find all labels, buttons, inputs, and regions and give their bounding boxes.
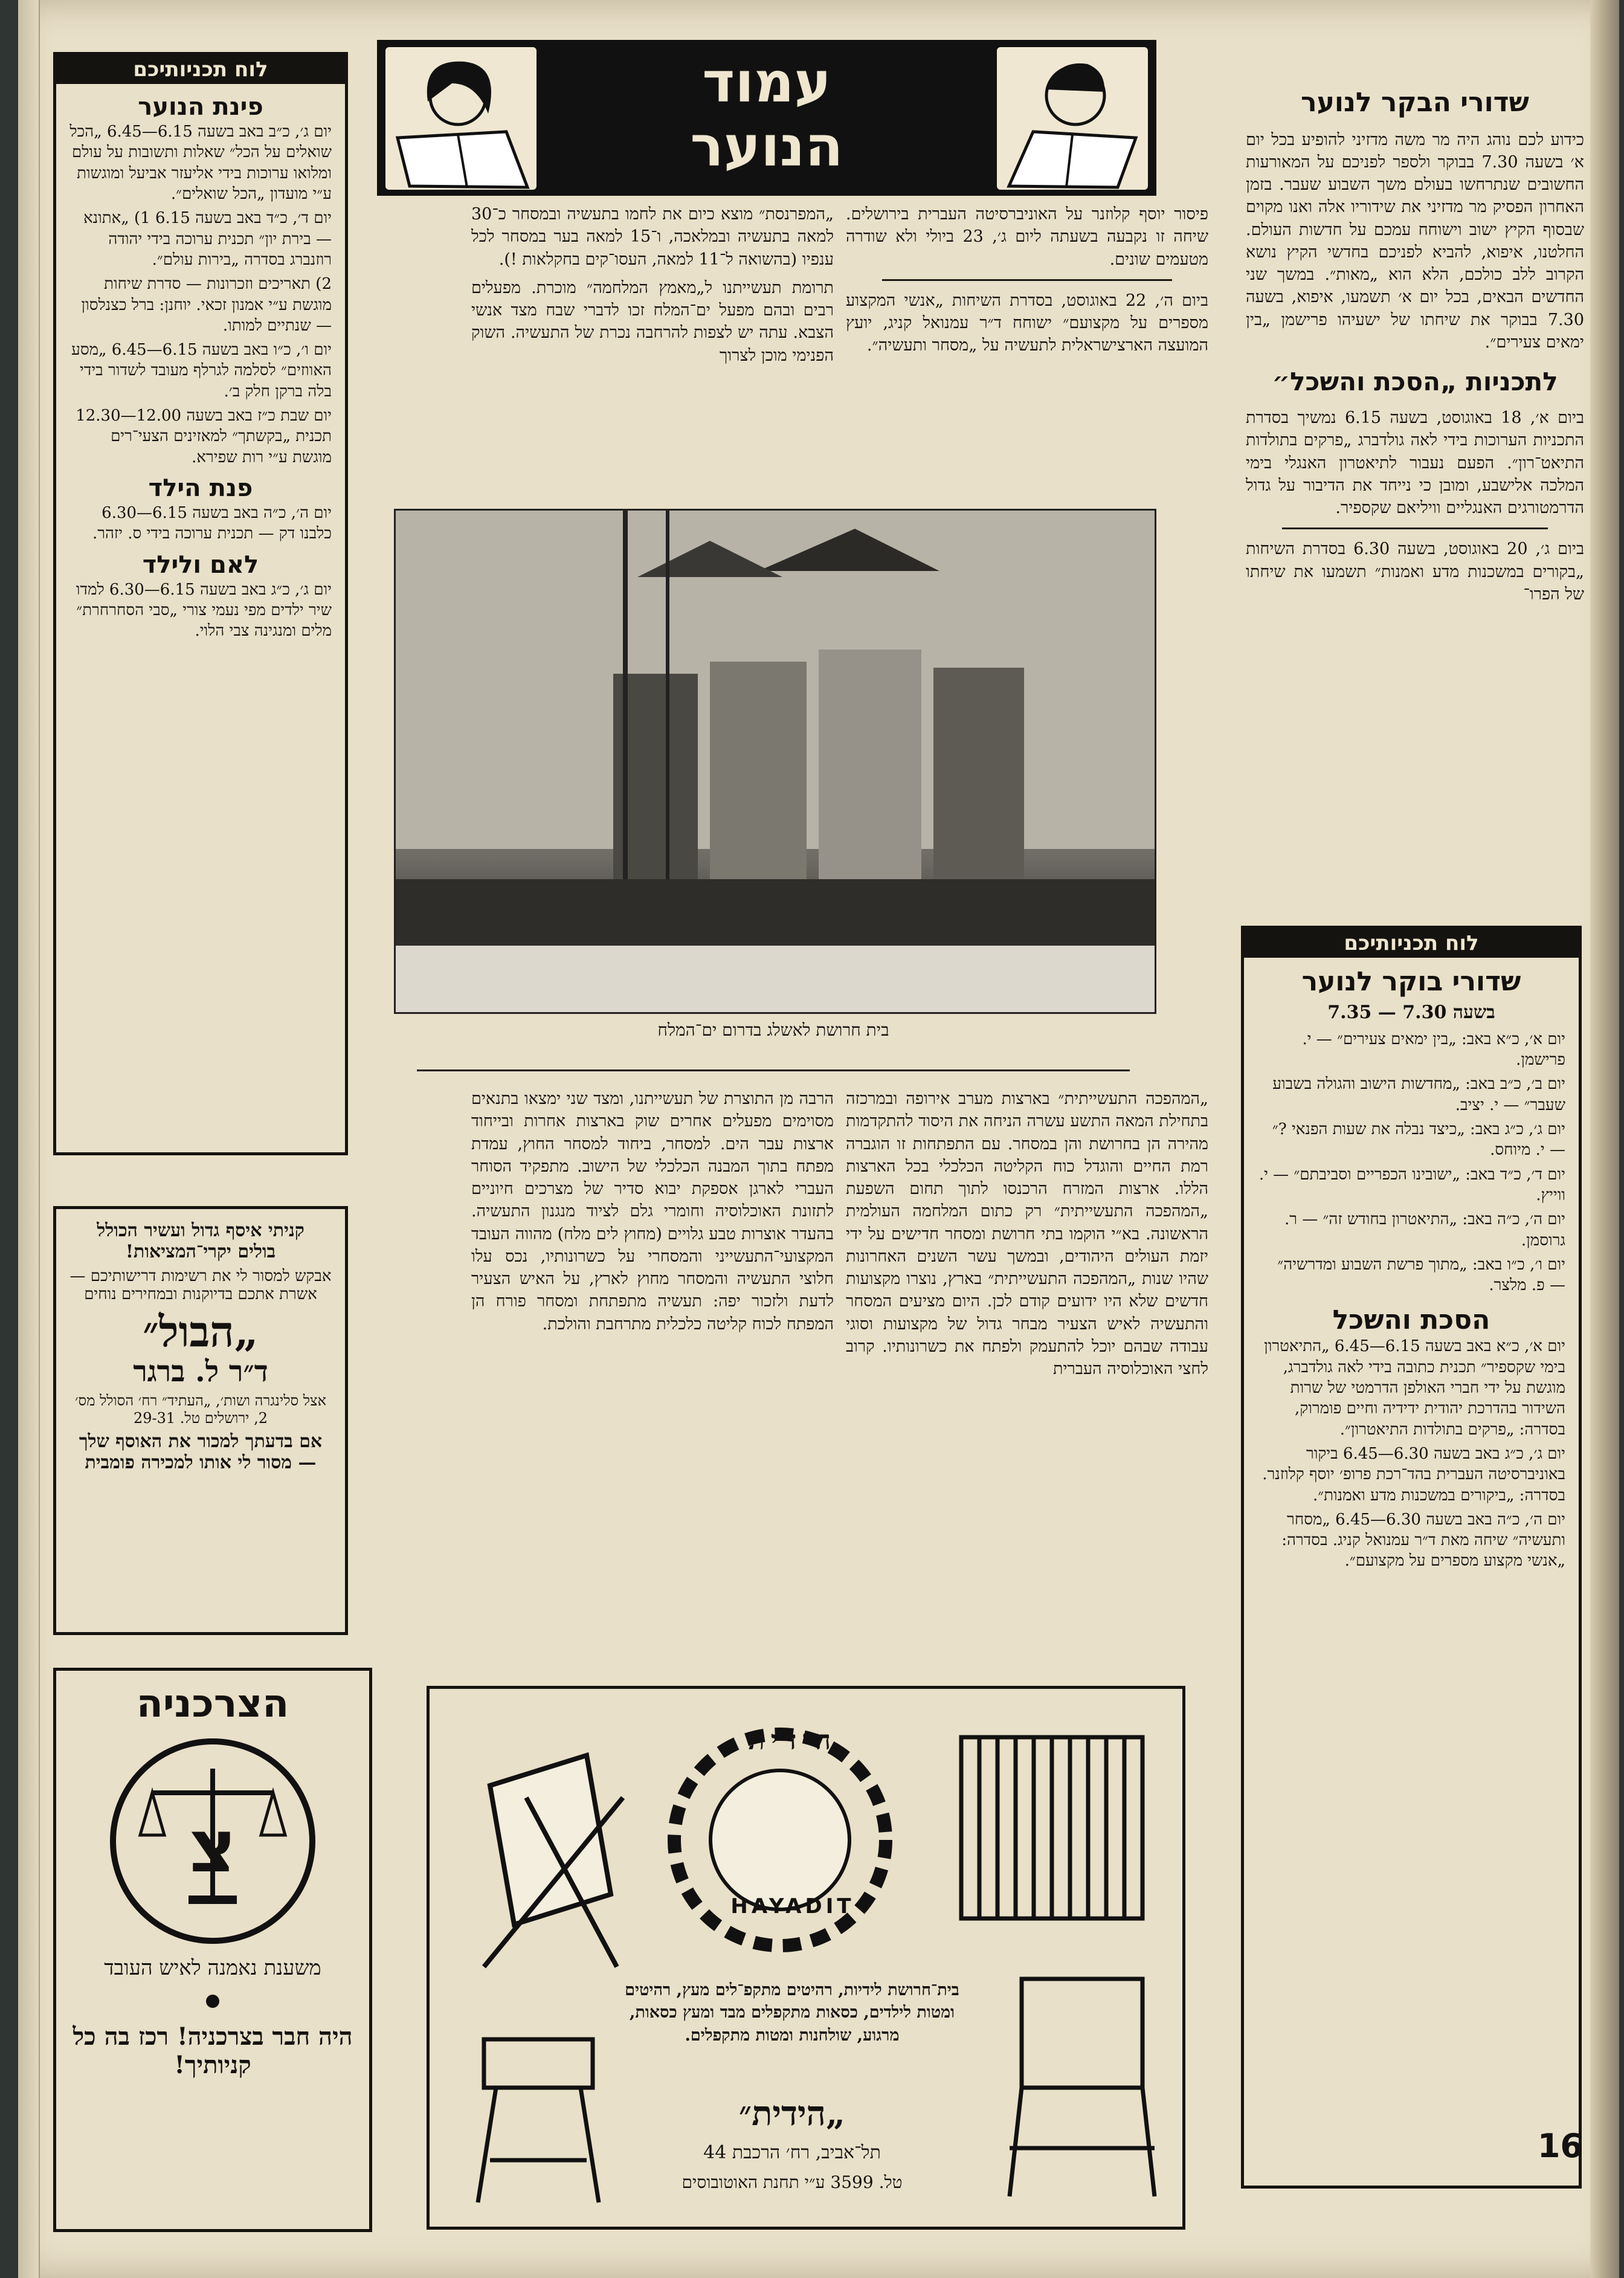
girl-reading-icon (385, 47, 536, 190)
ad-address: אצל סלינגרה ושות׳, „העתיד״ רח׳ הסולל מס׳ 2, ירושלים טל. 29-31 (75, 1392, 326, 1427)
crib-icon (961, 1737, 1142, 1918)
headline-morning-broadcasts: שדורי הבקר לנוער (1301, 87, 1529, 118)
schedule-item: יום שבת כ״ז באב בשעה 12.00—12.30 תכנית „בקשתך״ למאזינים הצעי־רים מוגשת ע״י רות שפירא. (76, 407, 332, 466)
divider (1282, 528, 1548, 529)
ad-cta: אם בדעתך למכור את האוסף שלך — מסור לי אותו למכירה פומבית (79, 1431, 323, 1473)
girl-drawing (385, 47, 536, 190)
logo-latin: HAYADIT (730, 1894, 855, 1918)
page-edge (18, 0, 40, 2278)
headline-hasket: לתכניות „הסכת והשכל״ (1272, 367, 1558, 397)
schedule-item: יום א׳, כ״א באב: „בין ימאים צעירים״ — י. פרישמן. (1302, 1030, 1565, 1070)
scales-logo (110, 1738, 315, 1944)
schedule-title: שדורי בוקר לנוער (1301, 966, 1521, 997)
schedule-item: יום ג׳, כ״ג באב בשעה 6.30—6.45 ביקור באוניברסיטה העברית בהד־רכת פרופ׳ יוסף קלוזנר. בסדרה: „ביקורים במשכנות מדע ואמנות״. (1262, 1444, 1565, 1505)
schedule-header: לוח תכניותיכם (1244, 929, 1579, 958)
boy-reading-icon (997, 47, 1148, 190)
section-youth: פינת הנוער (138, 93, 263, 121)
ad-address: תל־אביב, רח׳ הרכבת 44 (703, 2142, 881, 2163)
paragraph: הרבה מן התוצרת של תעשייתנו, ומצד שני ימצאו בתנאים מסוימים מפעלים אחרים שוק בארצות אחרות ובייחוד ארצות עבר הים. למסחר, ביחוד למסחר החוץ, עמדת מפתח בתוך המבנה הכלכלי של הישוב. מתפקיד הסוחר העברי לארגן אספקת יבוא סדיר של מצרכים חיוניים לתזונת האוכלוסיה וחומרי גלם לציוד מנגנון התעשיה. בהעדר אוצרות טבע גלויים (מחוץ לים מלח) מהווה העובד המקצועי־התעשייני והמסחרי על כשרונותיו, נכס עלו חלוצי התעשיה והמסחר מחוץ לארץ, על האיש הצעיר לדעת ולזכור יפה: תעשיה מתפתחת ומסחר פורח הן המפתח לכוח קליטה כלכלית מתרחבת והולכת. (471, 1089, 834, 1334)
left-schedule-box (53, 52, 348, 1155)
coop-slogan: משענת נאמנה לאיש העובד (104, 1956, 321, 1980)
article-body: כידוע לכם נוהג היה מר משה מדזיני להופיע בכל יום א׳ בשעה 7.30 בבוקר ולספר לפניכם על המאורעות החשובים שנתרחשו בעולם משך השבוע שעבר. בזמן האחרון הפסיק מר מדזיני את שידוריו אלה ואנו מקוים שבסוף הקיץ ישוב וישוחח עמכם על חדשות העולם. החלטנו, איפוא, להביא לפניכם בחדשי הקיץ נושא הקרוב ללב כולכם, הלא הוא „מאות״. במשך שני החדשים הבאים, בכל יום א׳ תשמעו, איפוא, בשעה 7.30 בבוקר את שיחתו של ישעיהו פרישמן „בין ימאים צעירים״. (1246, 130, 1584, 352)
schedule-item: יום ו׳, כ״ו באב בשעה 6.15—6.45 „מסע האווזים״ לסלמה לגרלף מעובד לשדור בידי בלה ברקן חלק ב׳. (71, 341, 332, 401)
factory-photo (394, 509, 1156, 1014)
high-chair-icon (478, 2039, 599, 2202)
left-schedule-header: לוח תכניותיכם (56, 55, 345, 84)
coop-title: הצרכניה (136, 1682, 289, 1726)
photo-caption: בית חרושת לאשלג בדרום ים־המלח (657, 1020, 889, 1040)
logo-letter: צ (188, 1805, 237, 1889)
boy-drawing (997, 47, 1148, 190)
ad-body: בית־חרושת לידיות, רהיטים מתקפ־לים מעץ, רהיטים ומטות לילדים, כסאות מתקפלים מבד ומעץ כסאות, מרגוע, שולחנות ומטות מתקפלים. (625, 1981, 959, 2045)
ad-line: קניתי איסף גדול ועשיר הכולל (97, 1220, 304, 1241)
section-mother-child: לאם ולילד (142, 550, 259, 579)
article-body-2: ביום א׳, 18 באוגוסט, בשעה 6.15 נמשיך בסדרת התכניות הערוכות בידי לאה גולדברג „פרקים בתולדות התיאט־רון״. הפעם נעבור לתיאטרון האנגלי בימי המלכה אלישבע, ומובן כי נייחד את הדיבור על גדול הדרמטורגים האנגליים וויליאם שקספיר. (1246, 408, 1584, 518)
page-number: 16 (1537, 2127, 1583, 2165)
schedule-item: יום ג׳, כ״ב באב בשעה 6.15—6.45 „הכל שואלים על הכל״ שאלות ותשובות על עולם ומלואו ערוכות בידי אליעזר אביעל ומוגשות ע״י מועדון „הכל שואלים״. (69, 123, 332, 203)
book-gutter (1590, 0, 1619, 2278)
ad-brand: „הידית״ (738, 2094, 846, 2134)
schedule-item: יום א׳, כ״א באב בשעה 6.15—6.45 „התיאטרון בימי שקספיר״ תכנית כתובה בידי לאה גולדברג, מוגשת על ידי חברי האולפן הדרמטי של שרות השידור בהדרכת יהודית ידידיה וחיים פומרוק, בסדרה: „פרקים בתולדות התיאטרון״. (1264, 1337, 1565, 1439)
mid-bottom-left-column (471, 1088, 834, 1668)
schedule-item: יום ג׳, כ״ג באב בשעה 6.15—6.30 למדו שיר ילדים מפי נעמי צורי „סבי הסחרחרת״ מלים ומנגינה צבי הלוי. (76, 580, 332, 640)
right-column (1246, 85, 1584, 918)
mid-top-left-column (471, 203, 834, 505)
folding-chair-icon (484, 1755, 623, 1967)
schedule-item: יום ה׳, כ״ה באב בשעה 6.30—6.45 „מסחר ותעשיה״ שיחה מאת ד״ר עמנואל קניג. בסדרה: „אנשי מקצוע מספרים על מקצועם״. (1281, 1510, 1565, 1570)
schedule-item: יום ד׳, כ״ד באב: „ישובינו הכפריים וסביבתם״ — י. ווייץ. (1258, 1165, 1565, 1204)
schedule-item: יום ב׳, כ״ב באב: „מחדשות הישוב והגולה בשבוע שעבר״ — י. יציב. (1272, 1075, 1565, 1114)
ad-person: ד״ר ל. ברגר (133, 1355, 268, 1389)
coop-cta: היה חבר בצרכניה! רכז בה כל קניותיך! (72, 2022, 353, 2079)
potash-factory-image (396, 511, 1155, 1012)
mid-bottom-right-column (846, 1088, 1208, 1668)
ad-phone: טל. 3599 ע״י תחנת האוטובוסים (682, 2172, 903, 2192)
paragraph: „המפרנסת״ מוצא כיום את לחמו בתעשיה ובמסחר כ־30 למאה בתעשיה ובמלאכה, ו־15 למאה בער במסחר לכל ענפיו (בהשואה ל־11 למאה, העסו־קים בחקלאות !). (471, 205, 834, 269)
newspaper-page (18, 0, 1619, 2278)
schedule-item: יום ה׳, כ״ה באב בשעה 6.15—6.30 כלבנו דק — תכנית ערוכה בידי ס. יזהר. (92, 504, 332, 543)
paragraph: „המהפכה התעשייתית״ בארצות מערב אירופה ובמרכזה בתחילת המאה התשע עשרה הניחה את היסוד להתקדמות מהירה הן בחרושת והן במסחר. עם התפתחות זו הוגברה רמת החיים והוגדל כוח הקליטה הכלכלי בכל הארצות הללו. ארצות המזרח הרכנסו לתוך תחום השפעת „המהפכה התעשייתית״ רק כתום המלחמה העולמית הראשונה. בא״י הוקמו בתי חרושת ומסחר חדישים על ידי יזמת העולים היהודים, ובמשך עשר השנים האחרונות שהיו שנות „המהפכה התעשייתית״ בארץ, נוצרו מקצועות חדשים שלא היו ידועים קודם לכן. היום מציעים המסחר והתעשיה לאיש הצעיר מבחר גדול של מקצועות וסוגי עבודה שבהם יוכל להתעמק ולפתח את כשרונותיו. קרוב לחצי האוכלוסיה העברית (846, 1089, 1208, 1378)
logo-hebrew: הידית (748, 1725, 837, 1756)
paragraph: תרומת תעשייתנו ל„מאמץ המלחמה״ מוכרת. מפעלים רבים ובהם מפעל ים־המלח זכו לדברי שבח מצד אנשי הצבא. עתה יש לצפות להרחבה נכרת של התעשיה. השוק הפנימי מוכן לצרוך (471, 278, 834, 365)
section-child: פנת הילד (148, 474, 253, 502)
paragraph: ביום ה׳, 22 באוגוסט, בסדרת השיחות „אנשי המקצוע מספרים על מקצועם״ ישוחח ד״ר עמנואל קניג, יועץ המועצה הארצישראלית לתעשיה על „מסחר ותעשיה״. (846, 291, 1208, 355)
article-body-3: ביום ג׳, 20 באוגוסט, בשעה 6.30 בסדרת השיחות „בקורים במשכנות מדע ואמנות״ תשמעו את שיחתו של הפרו־ (1246, 540, 1584, 604)
schedule-title-2: הסכת והשכל (1332, 1304, 1490, 1335)
furniture-ad (427, 1686, 1185, 2230)
masthead-title-2: הנוער (690, 114, 843, 179)
schedule-item: יום ד׳, כ״ד באב בשעה 6.15 1) „אתונא — בירת יון״ תכנית ערוכה בידי יהודה רוזנברג בסדרה „בירות עולם״. (83, 209, 332, 269)
masthead-title-1: עמוד (702, 50, 831, 115)
schedule-box (1241, 926, 1582, 2189)
deck-chair-icon (1010, 1979, 1155, 2196)
schedule-item: יום ה׳, כ״ה באב: „התיאטרון בחודש זה״ — ר. גרוסמן. (1284, 1210, 1565, 1250)
bullet-icon (206, 1995, 219, 2008)
schedule-item: 2) תאריכים וזכרונות — סדרת שיחות מוגשת ע״י אמנון זכאי. יוחנן: ברל כצנלסון — שנתיים למותו. (81, 275, 332, 335)
masthead (377, 40, 1156, 196)
schedule-item: יום ו׳, כ״ו באב: „מתוך פרשת השבוע ומדרשיה״ — פ. מלצר. (1277, 1255, 1565, 1295)
divider (882, 279, 1172, 281)
caption-rule (417, 1070, 1130, 1071)
schedule-time: בשעה 7.30 — 7.35 (1327, 1001, 1495, 1023)
ad-brand: „הבול״ (143, 1306, 259, 1357)
paragraph: פיסור יוסף קלוזנר על האוניברסיטה העברית בירושלים. שיחה זו נקבעה בשעתה ליום ג׳, 23 ביולי ולא שודרה מטעמים שונים. (846, 205, 1208, 269)
schedule-item: יום ג׳, כ״ג באב: „כיצד נבלה את שעות הפנאי ?״ — י. מיוחס. (1272, 1120, 1565, 1160)
ad-line: אבקש למסור לי את רשימות דרישותיכם — אשרת אתכם בדיוקנות ובמחירים נוחים (69, 1267, 332, 1303)
mid-top-right-column (846, 203, 1208, 505)
stamps-ad (53, 1206, 348, 1635)
ad-line: בולים יקרי־המציאות! (125, 1241, 276, 1262)
coop-ad (53, 1668, 372, 2232)
